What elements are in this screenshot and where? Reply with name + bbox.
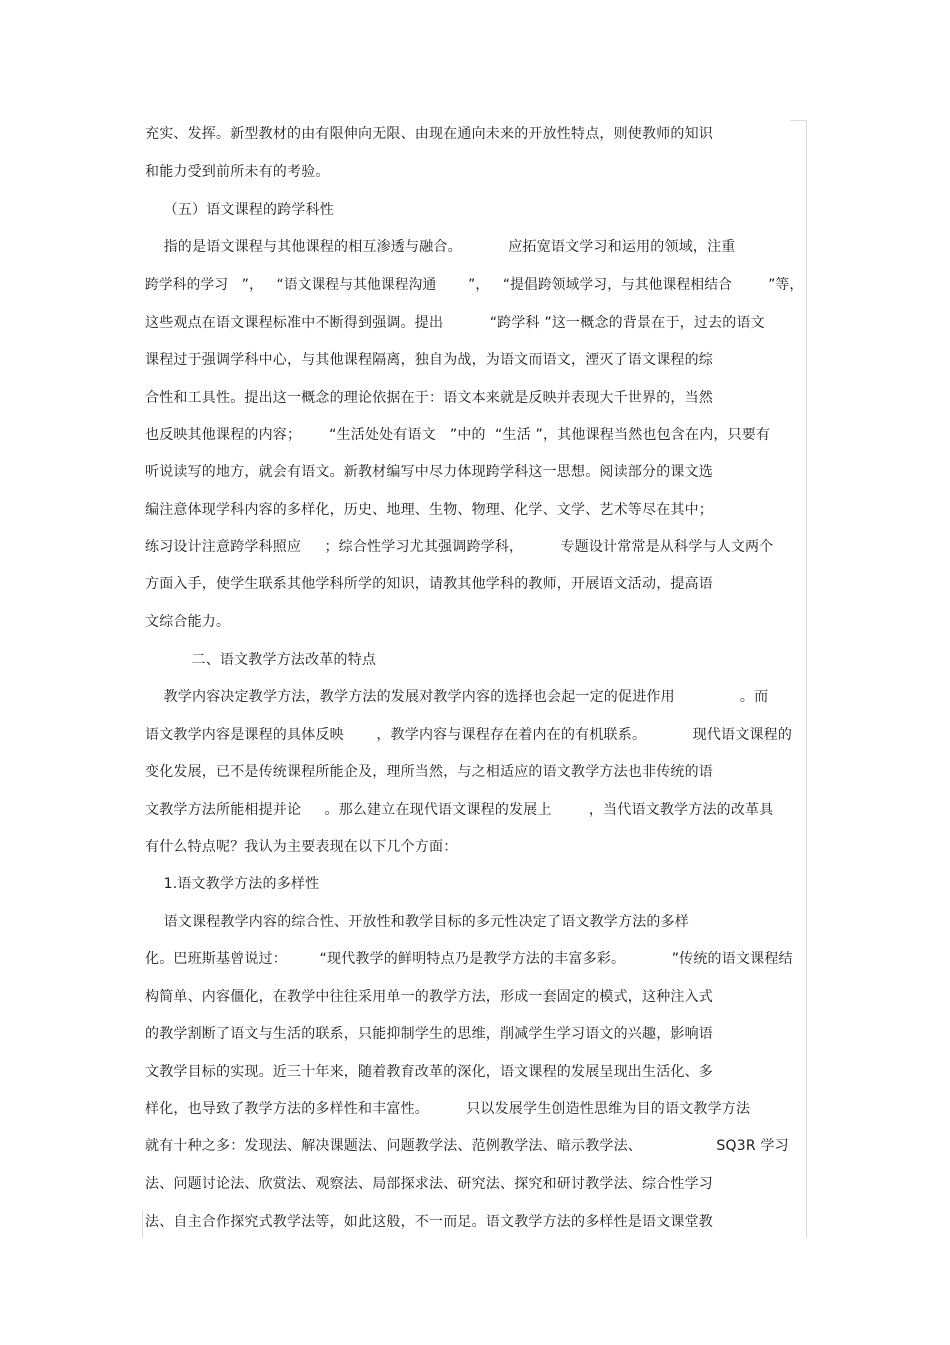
- text-line: 也反映其他课程的内容； “生活处处有语文 ”中的 “生活 ”，其他课程当然也包含在内，只要有: [145, 427, 771, 443]
- text-line: 课程过于强调学科中心，与其他课程隔离，独自为战，为语文而语文，湮灭了语文课程的综: [145, 352, 713, 368]
- text-line: 语文教学内容是课程的具体反映 ，教学内容与课程存在着内在的有机联系。 现代语文课程的: [145, 727, 793, 743]
- text-line: 法、自主合作探究式教学法等，如此这般，不一而足。语文教学方法的多样性是语文课堂教: [145, 1214, 713, 1230]
- section-heading: （五）语文课程的跨学科性: [145, 202, 334, 218]
- text-line: 的教学割断了语文与生活的联系，只能抑制学生的思维，削减学生学习语文的兴趣，影响语: [145, 1026, 713, 1042]
- text-line: 跨学科的学习 ”， “语文课程与其他课程沟通 ”， “提倡跨领域学习，与其他课程相结合 ”等，: [145, 277, 804, 293]
- text-line: 变化发展，已不是传统课程所能企及，理所当然，与之相适应的语文教学方法也非传统的语: [145, 764, 713, 780]
- text-line: 语文课程教学内容的综合性、开放性和教学目标的多元性决定了语文教学方法的多样: [145, 914, 689, 930]
- page-frame-left: [142, 1210, 143, 1238]
- text-line: 合性和工具性。提出这一概念的理论依据在于：语文本来就是反映并表现大千世界的，当然: [145, 390, 713, 406]
- text-line: 构简单、内容僵化，在教学中往往采用单一的教学方法，形成一套固定的模式，这种注入式: [145, 989, 713, 1005]
- text-line: 文综合能力。: [145, 614, 231, 630]
- text-line: 就有十种之多：发现法、解决课题法、问题教学法、范例教学法、暗示教学法、 SQ3R 学习: [145, 1138, 789, 1154]
- text-line: 文教学目标的实现。近三十年来，随着教育改革的深化，语文课程的发展呈现出生活化、多: [145, 1064, 713, 1080]
- text-line: 这些观点在语文课程标准中不断得到强调。提出 “跨学科 ”这一概念的背景在于，过去的语文: [145, 315, 765, 331]
- text-line: 充实、发挥。新型教材的由有限伸向无限、由现在通向未来的开放性特点，则使教师的知识: [145, 126, 713, 142]
- text-line: 有什么特点呢？我认为主要表现在以下几个方面：: [145, 839, 458, 855]
- text-line: 法、问题讨论法、欣赏法、观察法、局部探求法、研究法、探究和研讨教学法、综合性学习: [145, 1176, 713, 1192]
- text-line: 听说读写的地方，就会有语文。新教材编写中尽力体现跨学科这一思想。阅读部分的课文选: [145, 464, 713, 480]
- text-line: 指的是语文课程与其他课程的相互渗透与融合。 应拓宽语文学习和运用的领域，注重: [145, 239, 736, 255]
- text-line: 教学内容决定教学方法，教学方法的发展对教学内容的选择也会起一定的促进作用 。而: [145, 689, 769, 705]
- subsection-heading: 1.语文教学方法的多样性: [145, 876, 320, 892]
- page-frame-right: [806, 120, 807, 1238]
- text-line: 样化，也导致了教学方法的多样性和丰富性。 只以发展学生创造性思维为目的语文教学方法: [145, 1101, 751, 1117]
- text-line: 练习设计注意跨学科照应 ；综合性学习尤其强调跨学科， 专题设计常常是从科学与人文两个: [145, 539, 774, 555]
- text-line: 文教学方法所能相提并论 。那么建立在现代语文课程的发展上 ，当代语文教学方法的改革具: [145, 802, 774, 818]
- page-frame-top: [790, 120, 807, 121]
- section-heading: 二、语文教学方法改革的特点: [145, 652, 377, 668]
- text-line: 和能力受到前所未有的考验。: [145, 164, 330, 180]
- text-line: 编注意体现学科内容的多样化，历史、地理、生物、物理、化学、文学、艺术等尽在其中；: [145, 502, 713, 518]
- text-line: 化。巴班斯基曾说过： “现代教学的鲜明特点乃是教学方法的丰富多彩。 ”传统的语文课程结: [145, 951, 793, 967]
- text-line: 方面入手，使学生联系其他学科所学的知识，请教其他学科的教师，开展语文活动，提高语: [145, 576, 713, 592]
